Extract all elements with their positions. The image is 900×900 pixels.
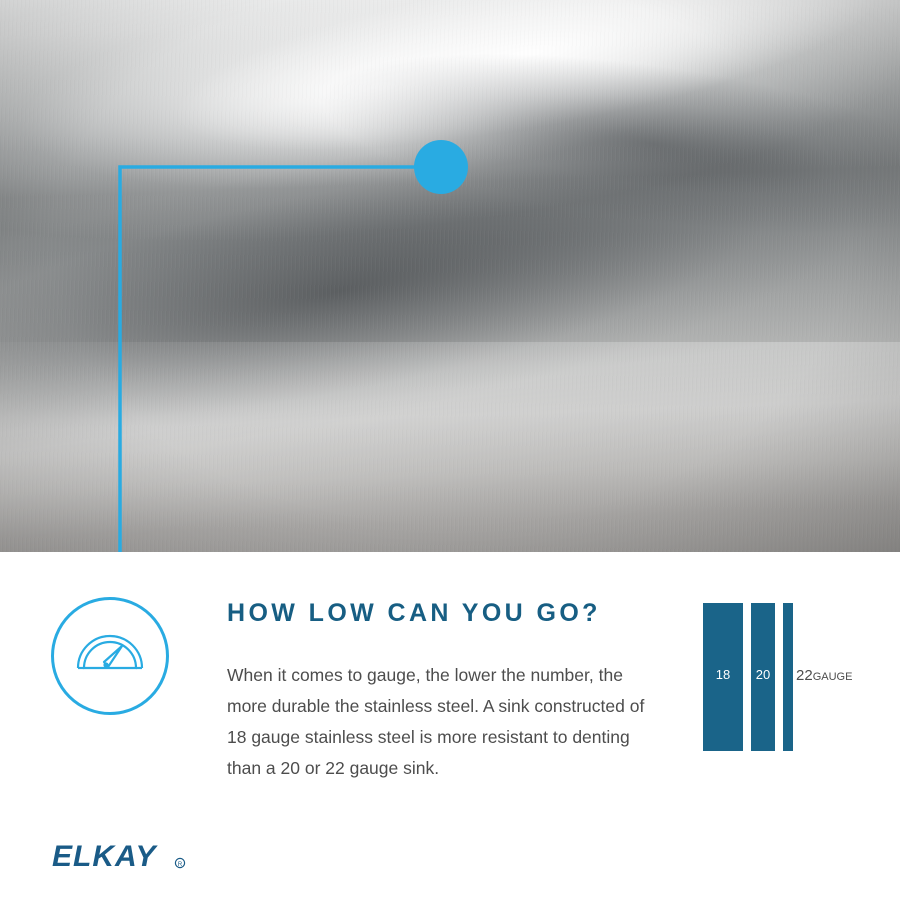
gauge-meter-icon bbox=[51, 597, 169, 715]
gauge-bar-22 bbox=[783, 603, 793, 751]
gauge-bar-22-caption bbox=[796, 667, 852, 684]
body-text: When it comes to gauge, the lower the number, the more durable the stainless steel. A sink constructed of 18 gauge stainless steel is more resistant to denting than a 20 or 22 gauge sink. bbox=[227, 665, 645, 778]
gauge-bar-18-label: 18 bbox=[715, 667, 731, 682]
elkay-logo bbox=[52, 840, 237, 874]
gauge-bar-20 bbox=[751, 603, 775, 751]
elkay-logo-glyph bbox=[52, 840, 237, 874]
gauge-meter-glyph bbox=[54, 600, 166, 712]
elkay-wordmark: ELKAY bbox=[52, 840, 157, 873]
gauge-bar-20-label: 20 bbox=[755, 667, 771, 682]
gauge-bar-group bbox=[703, 603, 863, 751]
gauge-needle-hub bbox=[103, 662, 108, 667]
registered-mark-letter: R bbox=[177, 862, 183, 868]
gauge-bar-22-suffix: GAUGE bbox=[812, 671, 853, 683]
gauge-bar-18 bbox=[703, 603, 743, 751]
page-title: HOW LOW CAN YOU GO? bbox=[227, 599, 601, 627]
gauge-bar-22-number: 22 bbox=[796, 667, 813, 684]
